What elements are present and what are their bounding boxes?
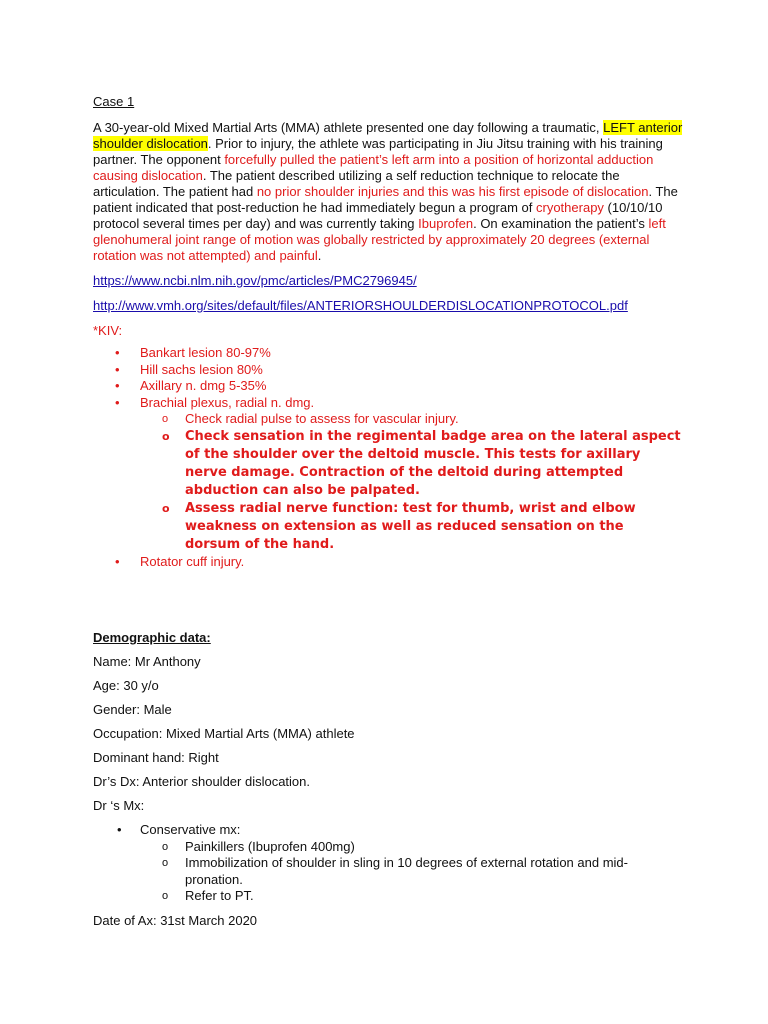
text-run: . The patient indicated that post-reduction he had immediately begun a program of <box>93 184 678 215</box>
reference-link-ncbi[interactable]: https://www.ncbi.nlm.nih.gov/pmc/articles/PMC2796945/ <box>93 273 417 288</box>
kiv-list-end <box>93 554 683 571</box>
sub-list-item: o Check sensation in the regimental badge area on the lateral aspect of the shoulder over the deltoid muscle. This tests for axillary nerve damage. Contraction of the deltoid during attempted abduction can also be palpated. <box>93 428 683 500</box>
highlighted-text-red: forcefully pulled the patient’s left arm into a position of horizontal adduction causing dislocation <box>93 152 654 183</box>
highlighted-text-red: Ibuprofen <box>418 216 474 231</box>
list-item: • Hill sachs lesion 80% <box>93 362 683 379</box>
text-run: . On examination the patient’s <box>473 216 649 231</box>
highlighted-text-red: left glenohumeral joint range of motion was globally restricted by approximately 20 degrees (external rotation was not attempted) and painful <box>93 216 666 263</box>
sub-list-item: o Immobilization of shoulder in sling in 10 degrees of external rotation and mid-pronation. <box>93 855 683 888</box>
highlighted-text-red: cryotherapy <box>536 200 604 215</box>
list-item: • Bankart lesion 80-97% <box>93 345 683 362</box>
sub-list-item: o Painkillers (Ibuprofen 400mg) <box>93 839 683 856</box>
sub-list-item: o Check radial pulse to assess for vascular injury. <box>93 411 683 428</box>
kiv-sub-list <box>93 411 683 554</box>
text-run: (10/10/10 protocol several times per day) and was currently taking <box>93 200 663 231</box>
gender-field: Gender: Male <box>93 702 172 717</box>
kiv-label: *KIV: <box>93 323 123 338</box>
sub-list-item: o Assess radial nerve function: test for thumb, wrist and elbow weakness on extension as well as reduced sensation on the dorsum of the hand. <box>93 500 683 554</box>
management-list <box>93 822 683 905</box>
demographic-title: Demographic data: <box>93 630 211 645</box>
list-item: • Rotator cuff injury. <box>93 554 683 571</box>
occupation-field: Occupation: Mixed Martial Arts (MMA) athlete <box>93 726 355 741</box>
text-run: A 30-year-old Mixed Martial Arts (MMA) athlete presented one day following a traumatic, <box>93 120 604 135</box>
document-page <box>93 94 683 937</box>
sub-list-item: o Refer to PT. <box>93 888 683 905</box>
assessment-date: Date of Ax: 31st March 2020 <box>93 912 258 928</box>
text-run: . The patient described utilizing a self reduction technique to relocate the articulation. The patient had <box>93 168 620 199</box>
list-item: • Axillary n. dmg 5-35% <box>93 378 683 395</box>
kiv-list <box>93 345 683 411</box>
text-run: . <box>317 248 322 263</box>
name-field: Name: Mr Anthony <box>93 654 201 669</box>
highlighted-text-yellow: LEFT anterior shoulder dislocation <box>93 120 683 151</box>
text-run: . Prior to injury, the athlete was participating in Jiu Jitsu training with his training partner. The opponent <box>93 136 663 167</box>
list-item: • Brachial plexus, radial n. dmg. <box>93 395 683 412</box>
case-description <box>93 120 683 264</box>
list-item: • Conservative mx: <box>93 822 683 839</box>
dominant-hand-field: Dominant hand: Right <box>93 750 219 765</box>
reference-link-vmh[interactable]: http://www.vmh.org/sites/default/files/ANTERIORSHOULDERDISLOCATIONPROTOCOL.pdf <box>93 298 628 313</box>
highlighted-text-red: no prior shoulder injuries and this was his first episode of dislocation <box>256 184 649 199</box>
age-field: Age: 30 y/o <box>93 678 159 693</box>
case-title: Case 1 <box>93 94 135 109</box>
management-label: Dr ‘s Mx: <box>93 798 145 813</box>
diagnosis-field: Dr’s Dx: Anterior shoulder dislocation. <box>93 774 311 789</box>
